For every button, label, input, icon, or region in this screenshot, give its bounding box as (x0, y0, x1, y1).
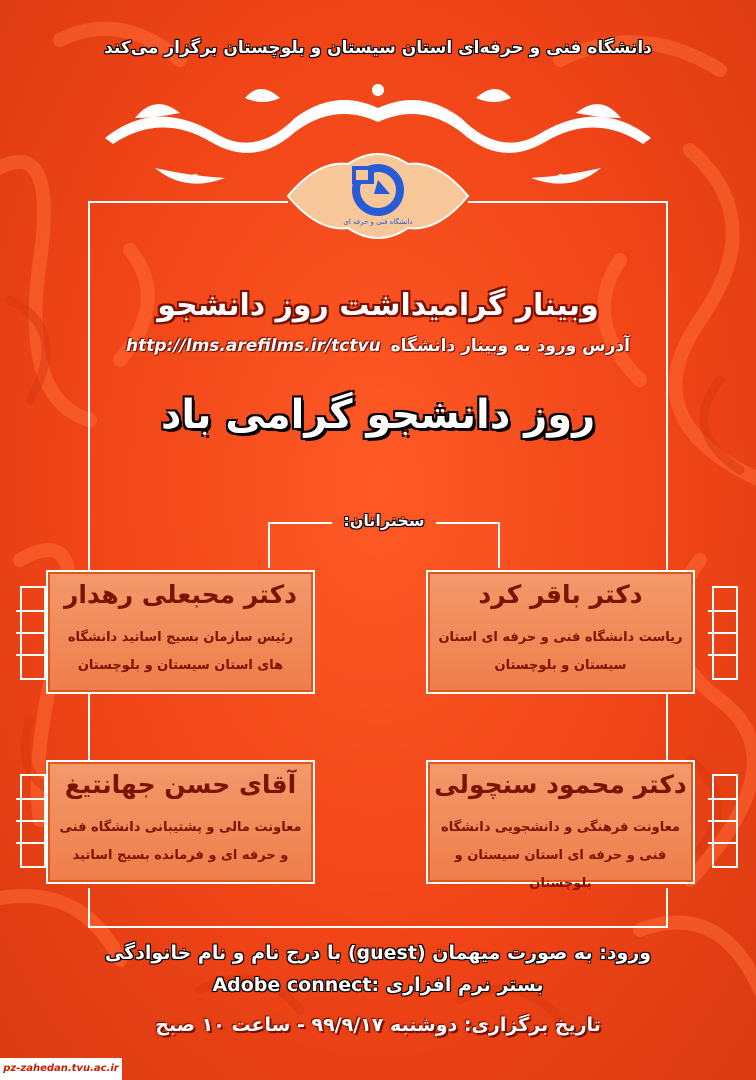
lattice-bar (708, 654, 738, 656)
speaker-card-3 (426, 760, 695, 891)
lattice-border-ornament-right-bottom (712, 774, 738, 868)
speaker-name: دکتر محبعلی رهدار (64, 580, 297, 609)
speaker-role: رئیس سازمان بسیج اساتید دانشگاه های استان سیستان و بلوچستان (67, 630, 294, 673)
speaker-role: معاونت مالی و پشتیبانی دانشگاه فنی و حرفه ای و فرمانده بسیج اساتید (59, 820, 302, 863)
speaker-card-2 (46, 570, 315, 694)
speakers-connector-left (268, 522, 332, 524)
speakers-connector-drop-right (498, 522, 500, 568)
source-url-badge (0, 1058, 122, 1080)
lattice-bar (708, 632, 738, 634)
lattice-bar (16, 632, 46, 634)
speaker-name: آقای حسن جهانتیغ (64, 770, 297, 799)
speakers-connector-right (436, 522, 500, 524)
login-line (90, 336, 666, 356)
svg-text:دانشگاه فنی و حرفه ای: دانشگاه فنی و حرفه ای (343, 218, 413, 226)
lattice-bar (16, 654, 46, 656)
date-note: تاریخ برگزاری: دوشنبه ۹۹/۹/۱۷ - ساعت ۱۰ صبح (155, 1014, 601, 1036)
frame-left-bottom (88, 888, 90, 928)
lattice-bar (708, 610, 738, 612)
speakers-connector-drop-left (268, 522, 270, 568)
speaker-name: دکتر محمود سنچولی (434, 770, 687, 799)
source-url-link[interactable]: pz-zahedan.tvu.ac.ir (3, 1063, 119, 1074)
speaker-card-1 (426, 570, 695, 694)
lattice-bar (708, 820, 738, 822)
frame-left (88, 201, 90, 576)
frame-right (666, 201, 668, 576)
lattice-bar (16, 842, 46, 844)
lattice-bar (708, 798, 738, 800)
speaker-role: ریاست دانشگاه فنی و حرفه ای استان سیستان و بلوچستان (438, 630, 683, 673)
frame-top-right (468, 201, 668, 203)
platform-note: بستر نرم افزاری :Adobe connect (212, 974, 544, 996)
entry-note: ورود: به صورت میهمان (guest) با درج نام و نام خانوادگی (104, 942, 652, 964)
organizer-text: دانشگاه فنی و حرفه‌ای استان سیستان و بلوچستان برگزار می‌کند (104, 38, 652, 58)
lattice-bar (16, 820, 46, 822)
speaker-role: معاونت فرهنگی و دانشجویی دانشگاه فنی و حرفه ای استان سیستان و بلوچستان (441, 820, 680, 891)
webinar-title: وبینار گرامیداشت روز دانشجو (157, 288, 599, 323)
lattice-bar (16, 798, 46, 800)
frame-right-lower (666, 692, 668, 762)
lattice-border-ornament-left-top (20, 586, 46, 680)
lattice-border-ornament-left-bottom (20, 774, 46, 868)
lattice-bar (16, 610, 46, 612)
frame-left-lower (88, 692, 90, 762)
frame-bottom (88, 926, 668, 928)
lattice-bar (708, 842, 738, 844)
speaker-name: دکتر باقر کرد (478, 580, 643, 609)
login-label: آدرس ورود به وبینار دانشگاه (390, 336, 630, 356)
slogan-text: روز دانشجو گرامی باد (160, 392, 596, 438)
login-url-link[interactable]: http://lms.arefilms.ir/tctvu (126, 336, 381, 356)
lattice-border-ornament-right-top (712, 586, 738, 680)
frame-top-left (88, 201, 288, 203)
speakers-label: سخنرانان: (343, 511, 425, 530)
speaker-card-4 (46, 760, 315, 884)
university-logo (338, 160, 418, 230)
